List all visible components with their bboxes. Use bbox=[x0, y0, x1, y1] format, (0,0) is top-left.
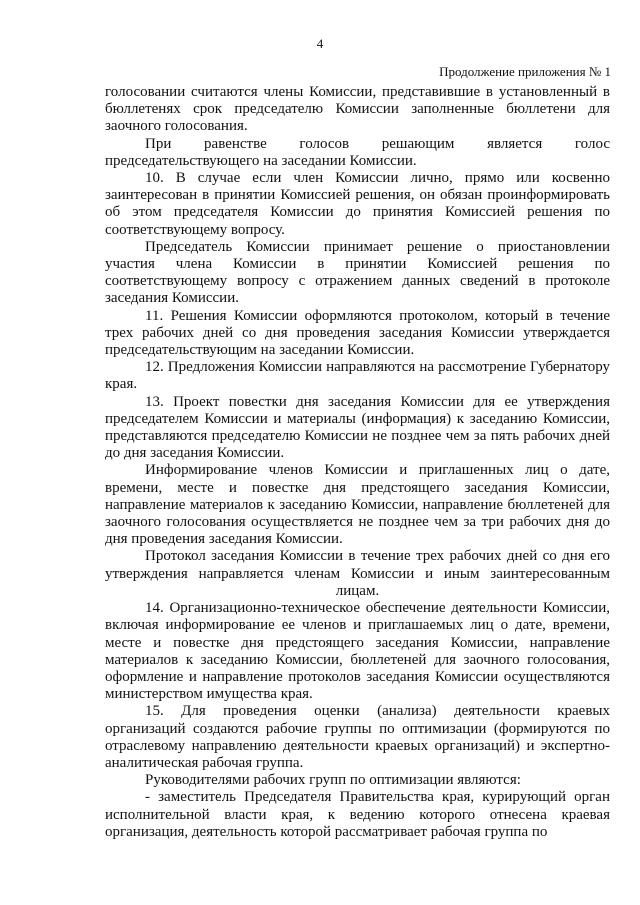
paragraph-item-10: 10. В случае если член Комиссии лично, прямо или косвенно заинтересован в принятии Комиссией решения, он обязан проинформировать об этом председателя Комиссии до принятия Комиссией решения по соответствующему вопросу. bbox=[105, 170, 610, 238]
paragraph-12: Руководителями рабочих групп по оптимизации являются: bbox=[145, 772, 521, 789]
paragraph-item-14: 14. Организационно-техническое обеспечение деятельности Комиссии, включая информирование ее членов и приглашаемых лиц о дате, времени, месте и повестке дня предстоящего заседания Комиссии, направление материалов к заседанию Комиссии, бюллетеней для заочного голосования, оформление и направление протоколов заседания Комиссии осуществляются министерством имущества края. bbox=[105, 600, 610, 703]
paragraph-9: Протокол заседания Комиссии в течение трех рабочих дней со дня его утверждения направляется членам Комиссии и иным заинтересованным лицам. bbox=[105, 548, 610, 599]
paragraph-13: - заместитель Председателя Правительства края, курирующий орган исполнительной власти края, к ведению которого отнесена краевая организация, деятельность которой рассматривает рабочая группа по bbox=[105, 789, 610, 840]
paragraph-4: Председатель Комиссии принимает решение о приостановлении участия члена Комиссии в принятии Комиссией решения по соответствующему вопросу с отражением данных сведений в протоколе заседания Комиссии. bbox=[105, 238, 610, 307]
paragraph-8: Информирование членов Комиссии и приглашенных лиц о дате, времени, месте и повестке дня предстоящего заседания Комиссии, направление материалов к заседанию Комиссии, направление бюллетеней для заочного голосования осуществляется не позднее чем за три рабочих дня до дня проведения заседания Комиссии. bbox=[105, 462, 610, 548]
document-body bbox=[105, 84, 610, 841]
paragraph-item-11: 11. Решения Комиссии оформляются протоколом, который в течение трех рабочих дней со дня проведения заседания Комиссии утверждается председательствующим на заседании Комиссии. bbox=[105, 307, 610, 359]
paragraph-item-15: 15. Для проведения оценки (анализа) деятельности краевых организаций создаются рабочие группы по оптимизации (формируются по отраслевому направлению деятельности краевых организаций) и экспертно-аналитическая рабочая группа. bbox=[105, 703, 610, 771]
paragraph-2: При равенстве голосов решающим является голос председательствующего на заседании Комиссии. bbox=[105, 135, 610, 169]
paragraph-1: голосовании считаются члены Комиссии, представившие в установленный в бюллетенях срок председателю Комиссии заполненные бюллетени для заочного голосования. bbox=[105, 84, 610, 135]
appendix-continuation-label: Продолжение приложения № 1 bbox=[439, 64, 611, 79]
paragraph-item-12: 12. Предложения Комиссии направляются на рассмотрение Губернатору края. bbox=[105, 359, 610, 393]
paragraph-item-13: 13. Проект повестки дня заседания Комиссии для ее утверждения председателем Комиссии и материалы (информация) к заседанию Комиссии, представляются председателю Комиссии не позднее чем за пять рабочих дней до дня заседания Комиссии. bbox=[105, 393, 610, 462]
page-number: 4 bbox=[316, 36, 324, 51]
